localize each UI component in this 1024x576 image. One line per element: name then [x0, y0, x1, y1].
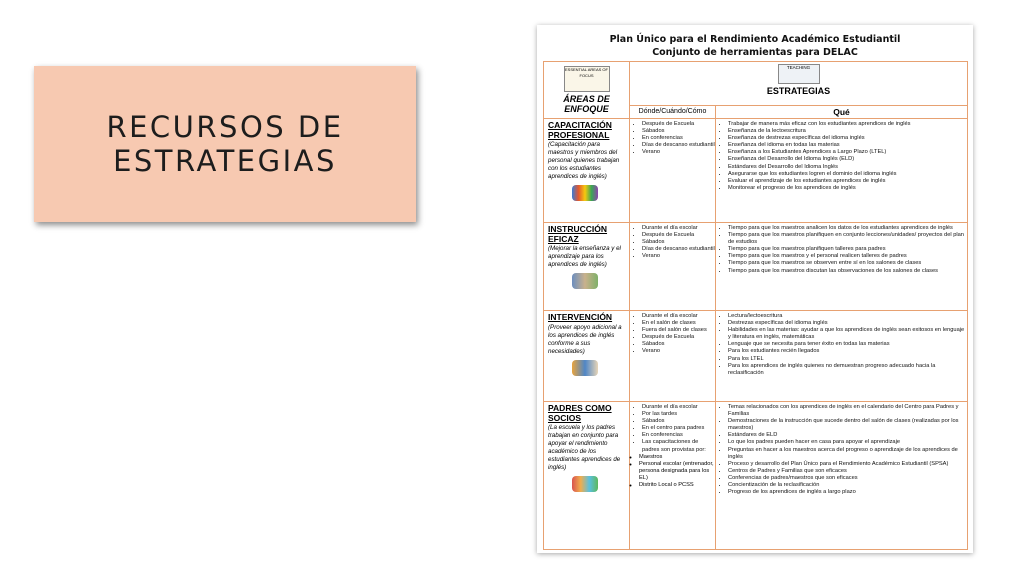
- list-item: • Trabajar de manera más eficaz con los estudiantes aprendices de inglés: [728, 121, 967, 128]
- list-item: • Proceso y desarrollo del Plan Único para el Rendimiento Académico Estudiantil (SPSA): [728, 461, 967, 468]
- list-item: • Monitorear el progreso de los aprendices de inglés: [728, 185, 967, 192]
- slide-title: [106, 110, 343, 178]
- list-item: • Estándares de ELD: [728, 432, 967, 439]
- list-item: • Enseñanza de destrezas específicas del idioma inglés: [728, 135, 967, 142]
- parents-icon: [572, 476, 598, 492]
- list-item: • Enseñanza del Desarrollo del Idioma Inglés (ELD): [728, 156, 967, 163]
- list-item: • Después de Escuela: [642, 232, 715, 239]
- list-item: • Verano: [642, 149, 715, 156]
- tutor-icon: [572, 360, 598, 376]
- list-item: • Lenguaje que se necesita para tener éxito en todas las materias: [728, 341, 967, 348]
- list-item: • Sábados: [642, 341, 715, 348]
- list-item: • Progreso de los aprendices de inglés a largo plazo: [728, 489, 967, 496]
- list-item: • En el centro para padres: [642, 425, 715, 432]
- list-item: • Durante el día escolar: [642, 313, 715, 320]
- list-item: • Estándares del Desarrollo del Idioma Inglés: [728, 164, 967, 171]
- list-item: • Lo que los padres pueden hacer en casa para apoyar el aprendizaje: [728, 439, 967, 446]
- list-item: • En conferencias: [642, 135, 715, 142]
- table-row: [544, 223, 968, 311]
- list-item: ◦ Personal escolar (entrenador, persona designada para los EL): [639, 461, 715, 482]
- what-cell: [716, 223, 968, 311]
- list-item: • Conferencias de padres/maestros que son eficaces: [728, 475, 967, 482]
- list-item: • Después de Escuela: [642, 121, 715, 128]
- list-item: • Días de descanso estudiantil: [642, 142, 715, 149]
- list-item: • En conferencias: [642, 432, 715, 439]
- list-item: • Durante el día escolar: [642, 225, 715, 232]
- when-cell: [630, 223, 716, 311]
- when-cell: [630, 311, 716, 402]
- plan-table: [543, 61, 968, 550]
- area-description: (Mejorar la enseñanza y el aprendizaje para los aprendices de inglés): [548, 245, 621, 268]
- list-item: • Fuera del salón de clases: [642, 327, 715, 334]
- list-item: • Demostraciones de la instrucción que sucede dentro del salón de clases (realizadas por los maestros): [728, 418, 967, 432]
- areas-logo: ESSENTIAL AREAS OF FOCUS: [564, 66, 610, 92]
- header-areas-cell: [544, 62, 630, 119]
- slide-title-box: [34, 66, 416, 222]
- list-item: • Sábados: [642, 418, 715, 425]
- list-item: • Para los aprendices de inglés quienes no demuestran progreso adecuado hacia la reclasificación: [728, 363, 967, 377]
- list-item: • Enseñanza del idioma en todas las materias: [728, 142, 967, 149]
- document-image: [537, 25, 973, 553]
- area-cell: [544, 223, 630, 311]
- area-cell: [544, 311, 630, 402]
- header-when: Dónde/Cuándo/Cómo: [630, 106, 716, 119]
- what-cell: [716, 402, 968, 550]
- list-item: ◦ Maestros: [639, 454, 715, 461]
- list-item: • Sábados: [642, 128, 715, 135]
- area-description: (Capacitación para maestros y miembros del personal quienes trabajan con los estudiantes aprendices de inglés): [548, 141, 620, 180]
- area-name: INTERVENCIÓN: [548, 312, 613, 322]
- list-item: • Días de descanso estudiantil: [642, 246, 715, 253]
- list-item: • Verano: [642, 253, 715, 260]
- area-name: PADRES COMO SOCIOS: [548, 403, 612, 423]
- document-title-line2: Conjunto de herramientas para DELAC: [652, 47, 858, 58]
- list-item: • Destrezas específicas del idioma inglés: [728, 320, 967, 327]
- list-item: • Para los LTEL: [728, 356, 967, 363]
- list-item: • Las capacitaciones de padres son provistas por:: [642, 439, 715, 453]
- area-cell: [544, 119, 630, 223]
- when-cell: [630, 119, 716, 223]
- slide-title-line2: ESTRATEGIAS: [113, 144, 337, 178]
- table-row: [544, 119, 968, 223]
- list-item: • Tiempo para que los maestros planifiquen en conjunto lecciones/unidades/ proyectos del plan de estudios: [728, 232, 967, 246]
- list-item: • Habilidades en las materias: ayudar a que los aprendices de inglés sean exitosos en lenguaje y literatura en inglés, matemáticas: [728, 327, 967, 341]
- list-item: • Concientización de la reclasificación: [728, 482, 967, 489]
- list-item: • Después de Escuela: [642, 334, 715, 341]
- what-cell: [716, 311, 968, 402]
- list-item: • Tiempo para que los maestros se observen entre sí en los salones de clases: [728, 260, 967, 267]
- header-areas: ÁREAS DE ENFOQUE: [563, 94, 610, 114]
- teaching-logo: TEACHING: [778, 64, 820, 84]
- header-estrategias: ESTRATEGIAS: [766, 86, 831, 96]
- list-item: • En el salón de clases: [642, 320, 715, 327]
- people-group-icon: [572, 185, 598, 201]
- list-item: • Tiempo para que los maestros discutan las observaciones de los salones de clases: [728, 268, 967, 275]
- document-title: [537, 25, 973, 61]
- header-estrategias-cell: [630, 62, 968, 106]
- list-item: • Por las tardes: [642, 411, 715, 418]
- list-item: • Enseñanza de la lectoescritura: [728, 128, 967, 135]
- area-name: INSTRUCCIÓN EFICAZ: [548, 224, 608, 244]
- area-name: CAPACITACIÓN PROFESIONAL: [548, 120, 612, 140]
- classroom-icon: [572, 273, 598, 289]
- list-item: • Temas relacionados con los aprendices de inglés en el calendario del Centro para Padres y Familias: [728, 404, 967, 418]
- list-item: • Verano: [642, 348, 715, 355]
- list-item: • Enseñanza a los Estudiantes Aprendices a Largo Plazo (LTEL): [728, 149, 967, 156]
- list-item: • Durante el día escolar: [642, 404, 715, 411]
- slide-title-line1: RECURSOS DE: [106, 110, 344, 144]
- list-item: • Tiempo para que los maestros analicen los datos de los estudiantes aprendices de inglés: [728, 225, 967, 232]
- list-item: • Tiempo para que los maestros y el personal realicen talleres de padres: [728, 253, 967, 260]
- table-row: [544, 311, 968, 402]
- area-cell: [544, 402, 630, 550]
- document-title-line1: Plan Único para el Rendimiento Académico Estudiantil: [609, 34, 901, 45]
- list-item: • Centros de Padres y Familias que son eficaces: [728, 468, 967, 475]
- list-item: • Tiempo para que los maestros planifiquen talleres para padres: [728, 246, 967, 253]
- area-description: (La escuela y los padres trabajan en conjunto para apoyar el rendimiento académico de los estudiantes aprendices de inglés): [548, 424, 621, 471]
- what-cell: [716, 119, 968, 223]
- list-item: • Asegurarse que los estudiantes logren el dominio del idioma inglés: [728, 171, 967, 178]
- list-item: • Lectura/lectoescritura: [728, 313, 967, 320]
- table-row: [544, 402, 968, 550]
- list-item: • Preguntas en hacer a los maestros acerca del progreso o aprendizaje de los aprendices de inglés: [728, 447, 967, 461]
- list-item: • Sábados: [642, 239, 715, 246]
- area-description: (Proveer apoyo adicional a los aprendices de inglés conforme a sus necesidades): [548, 323, 622, 355]
- list-item: • Para los estudiantes recién llegados: [728, 348, 967, 355]
- list-item: ◦ Distrito Local o PCSS: [639, 482, 715, 489]
- list-item: • Evaluar el aprendizaje de los estudiantes aprendices de inglés: [728, 178, 967, 185]
- header-what: Qué: [716, 106, 968, 119]
- when-cell: [630, 402, 716, 550]
